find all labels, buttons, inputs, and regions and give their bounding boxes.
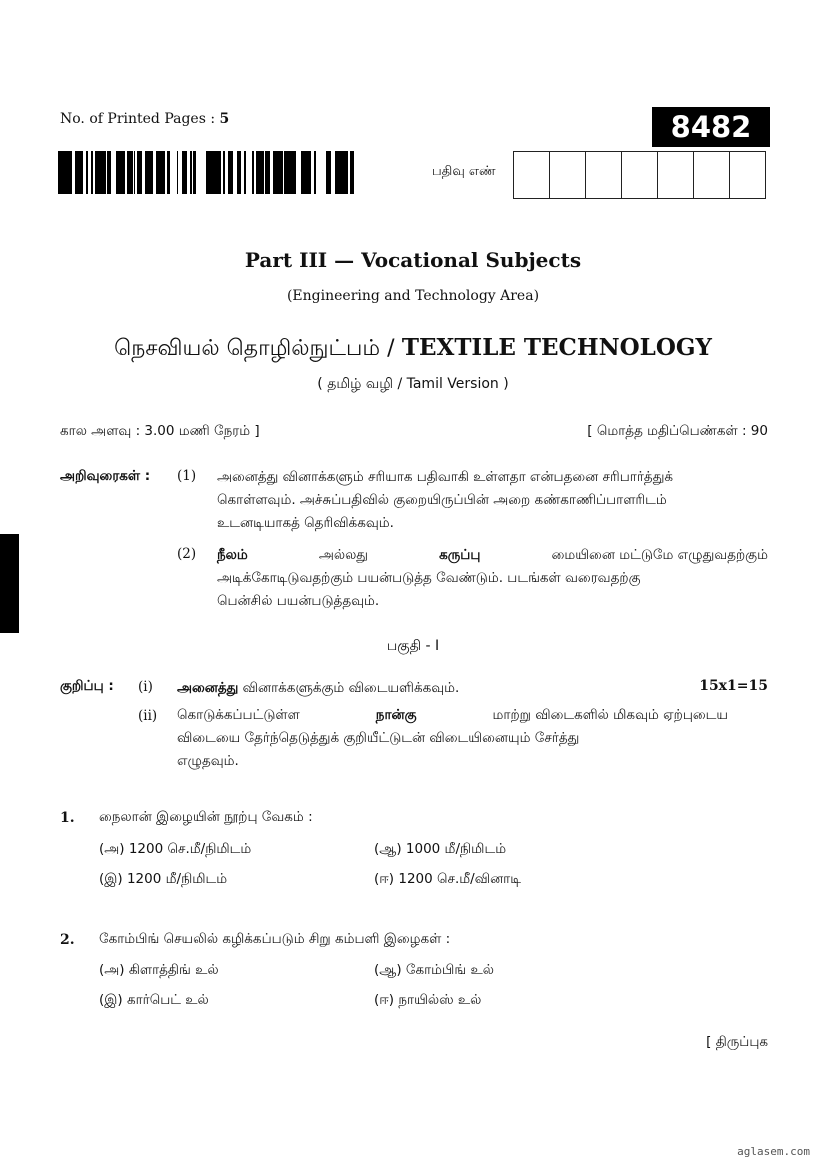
instruction-1-line-2: கொள்ளவும். அச்சுப்பதிவில் குறையிருப்பின் அறை கண்காணிப்பாளரிடம்: [217, 492, 667, 508]
question-2-option-d: [374, 992, 481, 1010]
option-label: (ஆ): [374, 841, 402, 857]
instruction-1-line-1: அனைத்து வினாக்களும் சரியாக பதிவாகி உள்ளதா என்பதனை சரிபார்த்துக்: [217, 469, 674, 485]
question-1-number: 1.: [60, 810, 75, 826]
barcode-bar: [140, 151, 142, 194]
barcode-bar: [265, 151, 267, 194]
watermark: aglasem.com: [737, 1145, 810, 1158]
barcode-bar: [310, 151, 311, 194]
question-1-option-d: [374, 871, 521, 889]
barcode-bar: [156, 151, 157, 194]
barcode-bar: [167, 151, 168, 194]
barcode-bar: [75, 151, 77, 194]
barcode-bar: [127, 151, 129, 194]
barcode-bar: [67, 151, 68, 194]
barcode-bar: [150, 151, 153, 194]
barcode-bar: [95, 151, 98, 194]
barcode-bar: [293, 151, 296, 194]
paper-code: 8482: [652, 107, 770, 147]
barcode-bar: [291, 151, 293, 194]
note-2-bold: நான்கு: [375, 707, 417, 723]
barcode-bar: [232, 151, 233, 194]
barcode-bar: [129, 151, 132, 194]
instruction-2-black: கருப்பு: [439, 547, 481, 563]
version-label: ( தமிழ் வழி / Tamil Version ): [317, 376, 509, 392]
option-label: (இ): [99, 992, 123, 1008]
barcode-bar: [328, 151, 331, 194]
option-label: (இ): [99, 871, 123, 887]
barcode-bar: [301, 151, 304, 194]
section-marks: 15x1=15: [699, 678, 768, 694]
barcode-bar: [343, 151, 346, 194]
option-text: 1200 செ.மீ/நிமிடம்: [128, 841, 252, 857]
subject-tamil: நெசவியல் தொழில்நுட்பம் /: [114, 336, 395, 361]
option-text: 1000 மீ/நிமிடம்: [405, 841, 507, 857]
barcode-bar: [99, 151, 101, 194]
barcode-bar: [211, 151, 214, 194]
max-marks: [ மொத்த மதிப்பெண்கள் : 90: [587, 423, 768, 439]
option-label: (ஆ): [374, 962, 402, 978]
barcode-bar: [285, 151, 287, 194]
section-title: பகுதி - I: [386, 638, 440, 654]
barcode-bar: [256, 151, 258, 194]
barcode-bar: [185, 151, 187, 194]
printed-pages-value: 5: [219, 111, 230, 127]
barcode-bar: [238, 151, 241, 194]
question-2-option-c: [99, 992, 209, 1010]
barcode-bar: [237, 151, 238, 194]
note-2-line-3: எழுதவும்.: [177, 753, 239, 769]
register-digit-box[interactable]: [621, 151, 658, 199]
note-1-bold: அனைத்து: [177, 680, 239, 696]
option-label: (ஈ): [374, 992, 395, 1008]
barcode-bar: [162, 151, 165, 194]
barcode-bar: [218, 151, 219, 194]
barcode-bar: [350, 151, 351, 194]
option-text: கோம்பிங் உல்: [405, 962, 494, 978]
option-label: (ஈ): [374, 871, 395, 887]
barcode-bar: [122, 151, 125, 194]
barcode-bar: [77, 151, 78, 194]
note-1-rest: வினாக்களுக்கும் விடையளிக்கவும்.: [242, 680, 460, 696]
register-digit-box[interactable]: [657, 151, 694, 199]
barcode-bar: [347, 151, 348, 194]
instruction-2-number: (2): [177, 546, 197, 562]
barcode-bar: [80, 151, 83, 194]
barcode-bar: [134, 151, 135, 194]
barcode-bar: [78, 151, 80, 194]
barcode-bar: [223, 151, 225, 194]
barcode-bar: [159, 151, 160, 194]
register-number-boxes[interactable]: [514, 151, 766, 199]
barcode-bar: [145, 151, 148, 194]
note-2-text: [177, 704, 728, 773]
barcode-bar: [58, 151, 60, 194]
barcode-bar: [91, 151, 93, 194]
barcode-bar: [340, 151, 343, 194]
question-1-text: நைலான் இழையின் நூற்பு வேகம் :: [99, 809, 313, 825]
question-2-text: கோம்பிங் செயலில் கழிக்கப்படும் சிறு கம்பளி இழைகள் :: [99, 931, 451, 947]
register-digit-box[interactable]: [513, 151, 550, 199]
note-label: குறிப்பு :: [60, 678, 114, 694]
option-text: கார்பெட் உல்: [126, 992, 209, 1008]
barcode-bar: [116, 151, 119, 194]
register-digit-box[interactable]: [729, 151, 766, 199]
barcode-bar: [231, 151, 232, 194]
barcode-bar: [351, 151, 354, 194]
printed-pages-label: No. of Printed Pages :: [60, 111, 216, 127]
exam-duration: கால அளவு : 3.00 மணி நேரம் ]: [60, 423, 260, 439]
barcode-bar: [308, 151, 310, 194]
barcode-bar: [137, 151, 140, 194]
barcode-bar: [132, 151, 133, 194]
barcode-bar: [160, 151, 162, 194]
instruction-2-or: அல்லது: [318, 547, 368, 563]
instructions-label: அறிவுரைகள் :: [60, 468, 151, 484]
barcode-bar: [339, 151, 340, 194]
barcode-bar: [335, 151, 337, 194]
option-label: (அ): [99, 841, 125, 857]
note-1-text: [177, 677, 459, 700]
option-label: (அ): [99, 962, 125, 978]
barcode-bar: [284, 151, 285, 194]
barcode-bar: [68, 151, 69, 194]
note-2-pre: கொடுக்கப்பட்டுள்ள: [177, 707, 300, 723]
barcode-bar: [104, 151, 106, 194]
barcode-bar: [276, 151, 279, 194]
barcode-bar: [60, 151, 61, 194]
barcode-bar: [215, 151, 216, 194]
barcode-bar: [304, 151, 307, 194]
barcode-bar: [169, 151, 170, 194]
subject-english: TEXTILE TECHNOLOGY: [401, 334, 712, 361]
barcode-bar: [209, 151, 211, 194]
barcode-bar: [279, 151, 281, 194]
barcode-bar: [119, 151, 122, 194]
note-2-line-2: விடையை தேர்ந்தெடுத்துக் குறியீட்டுடன் விடையினையும் சேர்த்து: [177, 730, 580, 746]
barcode-bar: [69, 151, 72, 194]
barcode-bar: [177, 151, 178, 194]
barcode-bar: [252, 151, 254, 194]
instruction-2-line-1: [217, 544, 768, 567]
part-title: Part III — Vocational Subjects: [244, 248, 582, 272]
instruction-1-number: (1): [177, 468, 197, 484]
margin-marker: [0, 534, 19, 633]
barcode-bar: [193, 151, 195, 194]
barcode-bar: [337, 151, 339, 194]
register-digit-box[interactable]: [549, 151, 586, 199]
barcode-bar: [64, 151, 67, 194]
turn-over-note: [ திருப்புக: [706, 1034, 768, 1050]
instruction-1-line-3: உடனடியாகத் தெரிவிக்கவும்.: [217, 515, 394, 531]
barcode-bar: [281, 151, 283, 194]
option-text: 1200 செ.மீ/வினாடி: [398, 871, 521, 887]
barcode-bar: [148, 151, 150, 194]
barcode-bar: [258, 151, 261, 194]
instruction-2-line-2: அடிக்கோடிடுவதற்கும் பயன்படுத்த வேண்டும். படங்கள் வரைவதற்கு: [217, 570, 641, 586]
barcode-bar: [273, 151, 275, 194]
instruction-1-text: [217, 466, 768, 535]
barcode-bar: [261, 151, 262, 194]
option-text: கிளாத்திங் உல்: [128, 962, 219, 978]
barcode-bar: [98, 151, 99, 194]
barcode-bar: [216, 151, 218, 194]
instruction-2-blue: நீலம்: [217, 547, 248, 563]
barcode-bar: [195, 151, 196, 194]
barcode-bar: [287, 151, 289, 194]
register-digit-box[interactable]: [693, 151, 730, 199]
barcode-bar: [101, 151, 104, 194]
barcode-bar: [190, 151, 191, 194]
barcode-bar: [191, 151, 192, 194]
barcode-bar: [61, 151, 64, 194]
barcode-bar: [326, 151, 327, 194]
instruction-2-line-3: பென்சில் பயன்படுத்தவும்.: [217, 593, 380, 609]
question-1-option-c: [99, 871, 227, 889]
barcode-bar: [157, 151, 159, 194]
note-1-number: (i): [138, 679, 153, 695]
option-text: நாயில்ஸ் உல்: [398, 992, 482, 1008]
barcode-bar: [107, 151, 109, 194]
barcode-bar: [228, 151, 231, 194]
barcode-bar: [206, 151, 209, 194]
barcode-bar: [214, 151, 215, 194]
note-2-number: (ii): [138, 708, 158, 724]
subject-title: [0, 334, 826, 364]
barcode-bar: [267, 151, 270, 194]
barcode-bar: [346, 151, 347, 194]
barcode-bar: [109, 151, 111, 194]
barcode-bar: [86, 151, 88, 194]
barcode-bar: [182, 151, 185, 194]
barcode-bar: [262, 151, 264, 194]
barcode-bar: [327, 151, 328, 194]
register-digit-box[interactable]: [585, 151, 622, 199]
instruction-2-text: [217, 544, 768, 613]
barcode-bar: [219, 151, 221, 194]
note-2-line-1: [177, 704, 728, 727]
barcode-bar: [168, 151, 169, 194]
barcode-bar: [307, 151, 308, 194]
register-number-label: பதிவு எண்: [432, 164, 496, 179]
question-2-option-b: [374, 962, 494, 980]
barcode-bar: [245, 151, 246, 194]
barcode-image: [58, 151, 354, 194]
area-subtitle: (Engineering and Technology Area): [286, 288, 540, 304]
instruction-2-rest: மையினை மட்டுமே எழுதுவதற்கும்: [551, 547, 768, 563]
question-1-option-b: [374, 841, 506, 859]
barcode-bar: [289, 151, 291, 194]
barcode-bar: [314, 151, 316, 194]
question-2-number: 2.: [60, 932, 75, 948]
printed-pages: [60, 111, 229, 127]
barcode-bar: [275, 151, 276, 194]
barcode-bar: [244, 151, 245, 194]
question-2-option-a: [99, 962, 219, 980]
option-text: 1200 மீ/நிமிடம்: [126, 871, 228, 887]
note-2-post: மாற்று விடைகளில் மிகவும் ஏற்புடைய: [492, 707, 728, 723]
question-1-option-a: [99, 841, 251, 859]
